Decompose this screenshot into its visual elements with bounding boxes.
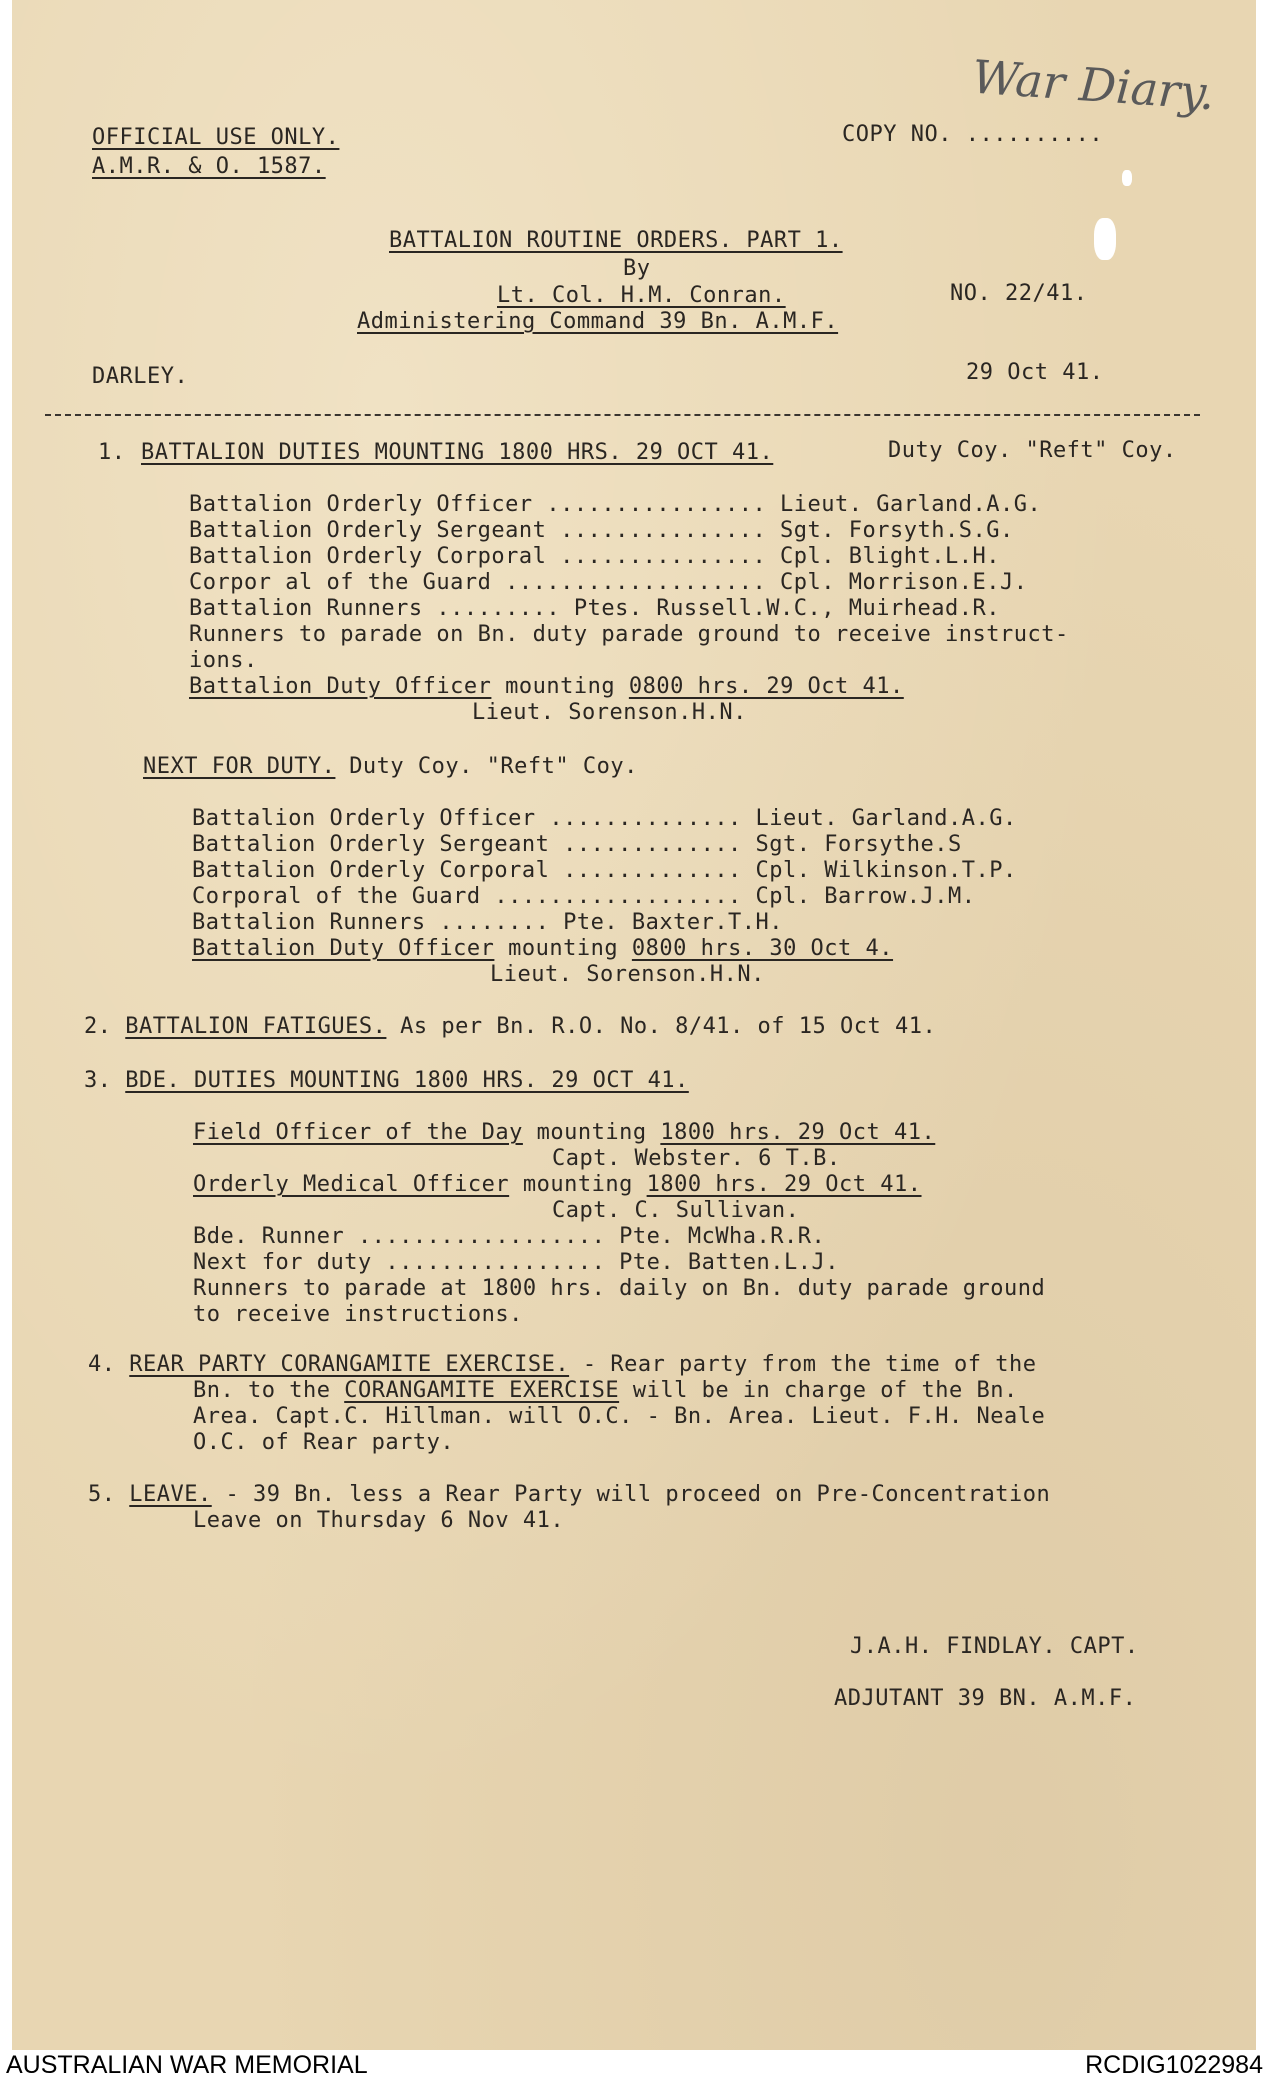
section-heading: LEAVE. [129, 1482, 212, 1507]
medical-officer-label: Orderly Medical Officer [193, 1172, 510, 1197]
duty-officer-mid: mounting [508, 936, 619, 961]
section-heading: BATTALION FATIGUES. [125, 1014, 387, 1039]
handwritten-note: War Diary. [970, 49, 1217, 121]
field-officer-time: 1800 hrs. 29 Oct 41. [660, 1120, 936, 1145]
duty-line: Battalion Orderly Officer .............. Lieut. Garland.A.G. [192, 806, 1017, 831]
exercise-name: CORANGAMITE EXERCISE [344, 1378, 620, 1403]
section-4-line [88, 1352, 1036, 1378]
paper-tear [1094, 218, 1116, 260]
amr-reference: A.M.R. & O. 1587. [92, 154, 326, 179]
section-text: will be in charge of the Bn. [619, 1378, 1018, 1403]
next-for-duty-label: NEXT FOR DUTY. [143, 754, 336, 779]
archive-reference: RCDIG1022984 [1085, 2051, 1263, 2079]
duty-company: Duty Coy. "Reft" Coy. [888, 438, 1177, 463]
duty-line: Battalion Orderly Corporal ............. Cpl. Wilkinson.T.P. [192, 858, 1017, 883]
section-3-heading [84, 1068, 689, 1094]
section-2 [84, 1014, 936, 1040]
duty-line: Runners to parade on Bn. duty parade ground to receive instruct- [189, 622, 1069, 647]
duty-line: Corporal of the Guard .................. Cpl. Barrow.J.M. [192, 884, 976, 909]
section-text: Bn. to the [193, 1378, 345, 1403]
copy-number: COPY NO. .......... [842, 122, 1104, 147]
next-for-duty-heading [143, 754, 638, 780]
title-by: By [623, 256, 651, 281]
next-duty-company: Duty Coy. "Reft" Coy. [349, 754, 638, 779]
duty-officer-time: 0800 hrs. 29 Oct 41. [628, 674, 904, 699]
section-text: - 39 Bn. less a Rear Party will proceed on Pre-Concentration [225, 1482, 1051, 1507]
issuer-command: Administering Command 39 Bn. A.M.F. [357, 309, 839, 334]
duty-line: Battalion Runners ........ Pte. Baxter.T.H. [192, 910, 784, 935]
medical-officer-mid: mounting [522, 1172, 633, 1197]
section-text: As per Bn. R.O. No. 8/41. of 15 Oct 41. [400, 1014, 937, 1039]
medical-officer-name: Capt. C. Sullivan. [552, 1198, 800, 1223]
duty-officer-time: 0800 hrs. 30 Oct 4. [631, 936, 894, 961]
duty-officer-label: Battalion Duty Officer [192, 936, 495, 961]
field-officer-mid: mounting [536, 1120, 647, 1145]
medical-officer-line [193, 1172, 922, 1198]
section-number: 4. [88, 1352, 116, 1377]
section-number: 5. [88, 1482, 116, 1507]
duty-officer-name: Lieut. Sorenson.H.N. [490, 962, 765, 987]
duty-line: Next for duty ................ Pte. Batten.L.J. [193, 1250, 840, 1275]
section-4-line: O.C. of Rear party. [193, 1430, 455, 1455]
place: DARLEY. [92, 364, 189, 389]
field-officer-name: Capt. Webster. 6 T.B. [552, 1146, 841, 1171]
signature-name: J.A.H. FINDLAY. CAPT. [850, 1634, 1139, 1659]
duty-officer-name: Lieut. Sorenson.H.N. [472, 700, 747, 725]
duty-officer-mid: mounting [505, 674, 616, 699]
section-5-line: Leave on Thursday 6 Nov 41. [193, 1508, 565, 1533]
field-officer-line [193, 1120, 935, 1146]
duty-line: to receive instructions. [193, 1302, 523, 1327]
document-date: 29 Oct 41. [966, 360, 1104, 385]
section-5-line [88, 1482, 1050, 1508]
section-heading: BDE. DUTIES MOUNTING 1800 HRS. 29 OCT 41. [125, 1068, 689, 1093]
duty-line: Battalion Orderly Corporal ............... Cpl. Blight.L.H. [189, 544, 1000, 569]
duty-line: ions. [189, 648, 258, 673]
duty-line: Battalion Runners ......... Ptes. Russell.W.C., Muirhead.R. [189, 596, 1000, 621]
paper-tear [1122, 170, 1132, 186]
section-heading: REAR PARTY CORANGAMITE EXERCISE. [129, 1352, 570, 1377]
duty-line: Battalion Orderly Sergeant ............... Sgt. Forsyth.S.G. [189, 518, 1014, 543]
section-number: 2. [84, 1014, 112, 1039]
issuer-name: Lt. Col. H.M. Conran. [497, 283, 786, 308]
duty-officer-line [192, 936, 893, 962]
duty-officer-label: Battalion Duty Officer [189, 674, 492, 699]
section-number: 1. [98, 440, 126, 465]
duty-line: Bde. Runner .................. Pte. McWha.R.R. [193, 1224, 826, 1249]
duty-officer-line [189, 674, 904, 700]
official-use-label: OFFICIAL USE ONLY. [92, 125, 340, 150]
signature-title: ADJUTANT 39 BN. A.M.F. [834, 1686, 1137, 1711]
field-officer-label: Field Officer of the Day [193, 1120, 523, 1145]
duty-line: Corpor al of the Guard ................... Cpl. Morrison.E.J. [189, 570, 1028, 595]
section-number: 3. [84, 1068, 112, 1093]
section-heading: BATTALION DUTIES MOUNTING 1800 HRS. 29 OCT 41. [141, 440, 774, 465]
divider [45, 414, 1200, 416]
duty-line: Runners to parade at 1800 hrs. daily on Bn. duty parade ground [193, 1276, 1046, 1301]
medical-officer-time: 1800 hrs. 29 Oct 41. [646, 1172, 922, 1197]
archive-name: AUSTRALIAN WAR MEMORIAL [6, 2051, 368, 2079]
order-number: NO. 22/41. [950, 281, 1088, 306]
section-4-line: Area. Capt.C. Hillman. will O.C. - Bn. Area. Lieut. F.H. Neale [193, 1404, 1046, 1429]
duty-line: Battalion Orderly Officer ................ Lieut. Garland.A.G. [189, 492, 1042, 517]
section-text: - Rear party from the time of the [582, 1352, 1037, 1377]
duty-line: Battalion Orderly Sergeant ............. Sgt. Forsythe.S [192, 832, 962, 857]
document-title: BATTALION ROUTINE ORDERS. PART 1. [389, 228, 843, 253]
section-4-line [193, 1378, 1018, 1404]
